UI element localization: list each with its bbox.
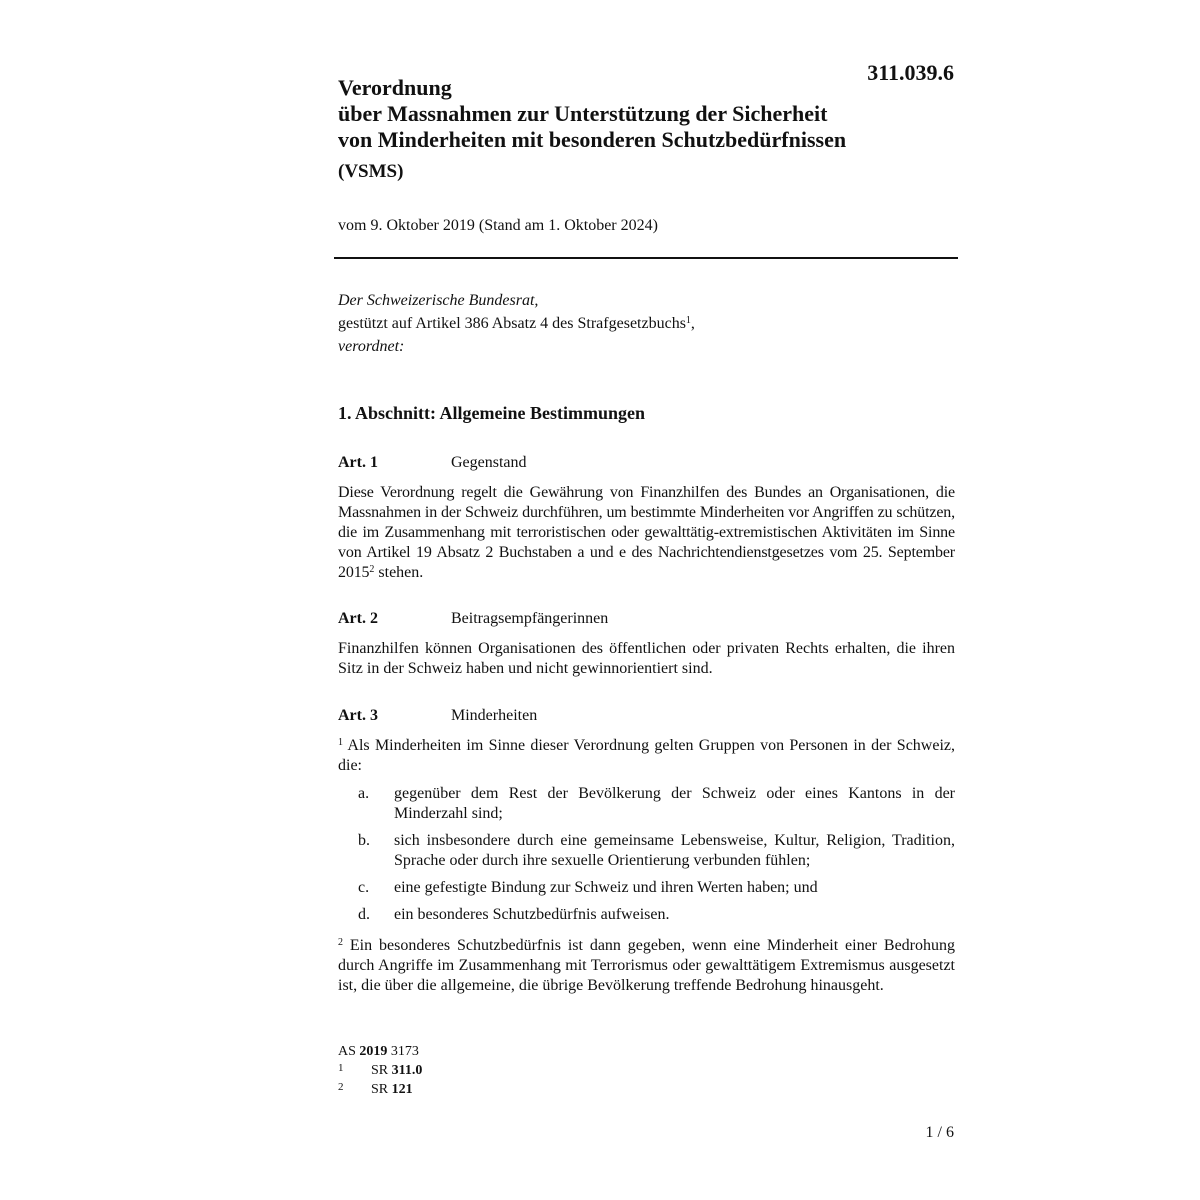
article-3-para-1	[338, 736, 955, 776]
title-line: über Massnahmen zur Unterstützung der Sicherheit	[338, 101, 828, 126]
article-number: Art. 2	[338, 610, 378, 627]
article-title: Beitragsempfängerinnen	[451, 610, 609, 627]
article-3-list	[338, 784, 955, 932]
article-text: Diese Verordnung regelt die Gewährung von Finanzhilfen des Bundes an Organisationen, die Massnahmen in der Schweiz durchführen, um bestimmte Minderheiten vor Angriffen zu schützen, die im Zusammenhang mit terroristischen oder gewalttätig-extremistischen Aktivitäten im Sinne von Artikel 19 Absatz 2 Buchstaben a und e des Nachrichtendienstgesetzes vom 25. September 2015	[338, 484, 955, 581]
list-text: eine gefestigte Bindung zur Schweiz und ihren Werten haben; und	[394, 879, 818, 896]
footnote-prefix: SR	[371, 1082, 392, 1097]
basis-text: gestützt auf Artikel 386 Absatz 4 des Strafgesetzbuchs	[338, 315, 686, 332]
list-text: ein besonderes Schutzbedürfnis aufweisen.	[394, 906, 670, 923]
article-3-heading	[338, 707, 537, 725]
document-title	[338, 75, 898, 183]
list-text: sich insbesondere durch eine gemeinsame Lebensweise, Kultur, Religion, Tradition, Sprache oder durch ihre sexuelle Orientierung verbunden fühlen;	[394, 832, 955, 869]
paragraph-text: Als Minderheiten im Sinne dieser Verordnung gelten Gruppen von Personen in der Schweiz, die:	[338, 737, 955, 774]
footnote-number: 2	[338, 1081, 344, 1093]
footnote-ref-link[interactable]: 311.0	[391, 1063, 423, 1078]
header-divider	[334, 257, 958, 259]
list-letter: b.	[358, 832, 370, 849]
page-counter: 1 / 6	[925, 1124, 954, 1141]
list-letter: c.	[358, 879, 370, 896]
article-text-end: stehen.	[374, 564, 424, 581]
title-abbreviation: (VSMS)	[338, 161, 404, 182]
basis-end: ,	[690, 315, 695, 332]
paragraph-number: 2	[338, 937, 343, 948]
paragraph-number: 1	[338, 737, 343, 748]
preamble-basis	[338, 312, 695, 335]
preamble-decrees: verordnet:	[338, 338, 405, 355]
sr-number: 311.039.6	[867, 60, 954, 85]
as-page: 3173	[387, 1044, 419, 1059]
footnote-ref-link[interactable]: 121	[391, 1082, 413, 1097]
title-line: Verordnung	[338, 75, 452, 100]
footnote	[338, 1079, 422, 1098]
article-title: Minderheiten	[451, 707, 538, 724]
article-number: Art. 1	[338, 454, 378, 471]
as-prefix: AS	[338, 1044, 360, 1059]
article-1-heading	[338, 454, 527, 472]
footnote-ref[interactable]: 2	[369, 564, 375, 575]
preamble-authority: Der Schweizerische Bundesrat,	[338, 292, 539, 309]
article-title: Gegenstand	[451, 454, 527, 471]
as-year: 2019	[359, 1044, 388, 1059]
footnote-prefix: SR	[371, 1063, 392, 1078]
footnote-ref[interactable]: 1	[685, 315, 691, 326]
article-number: Art. 3	[338, 707, 378, 724]
article-1-text	[338, 483, 955, 583]
footnote-number: 1	[338, 1062, 344, 1074]
paragraph-text: Ein besonderes Schutzbedürfnis ist dann gegeben, wenn eine Minderheit einer Bedrohung durch Angriffe im Zusammenhang mit Terrorismus oder gewalttätigem Extremismus ausgesetzt ist, die über die allgemeine, die übrige Bevölkerung treffende Bedrohung hinausgeht.	[338, 937, 955, 994]
list-item	[338, 878, 955, 898]
document-date: vom 9. Oktober 2019 (Stand am 1. Oktober 2024)	[338, 217, 658, 234]
list-letter: d.	[358, 906, 370, 923]
list-letter: a.	[358, 785, 370, 802]
list-text: gegenüber dem Rest der Bevölkerung der Schweiz oder eines Kantons in der Minderzahl sind;	[394, 785, 955, 822]
section-heading: 1. Abschnitt: Allgemeine Bestimmungen	[338, 403, 646, 423]
article-3-para-2	[338, 936, 955, 996]
list-item	[338, 831, 955, 871]
title-line: von Minderheiten mit besonderen Schutzbedürfnissen	[338, 127, 847, 152]
official-collection-ref	[338, 1043, 422, 1060]
list-item	[338, 784, 955, 824]
footnotes	[338, 1043, 422, 1098]
article-2-text: Finanzhilfen können Organisationen des öffentlichen oder privaten Rechts erhalten, die ihren Sitz in der Schweiz haben und nicht gewinnorientiert sind.	[338, 640, 955, 677]
list-item	[338, 905, 955, 925]
preamble	[338, 289, 695, 358]
article-2-heading	[338, 610, 608, 628]
footnote	[338, 1060, 422, 1079]
